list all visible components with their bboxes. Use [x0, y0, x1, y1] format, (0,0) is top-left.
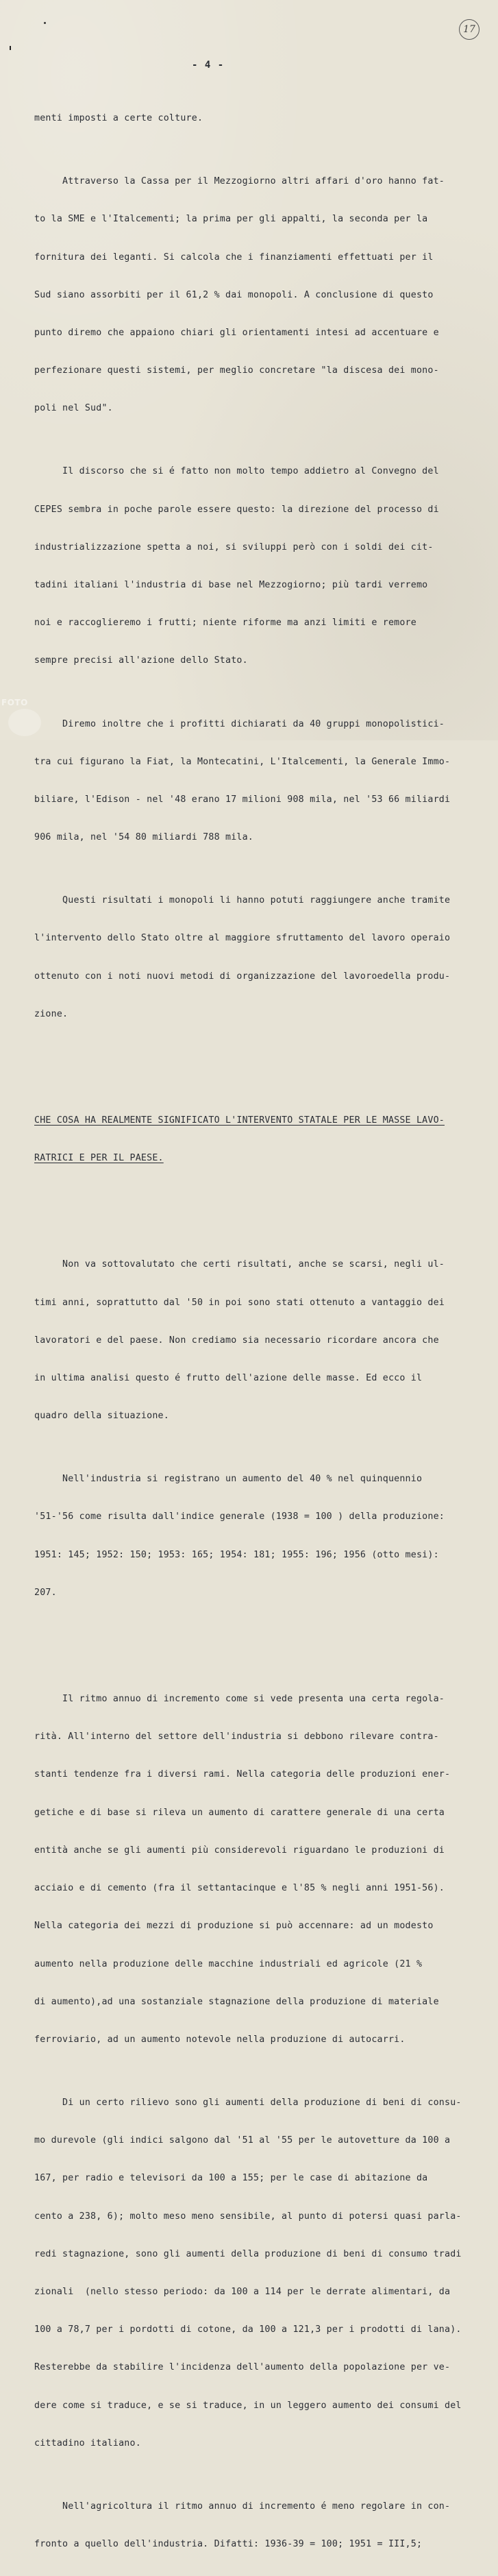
page-marker: - 4 - [192, 60, 225, 71]
paragraph-line: in ultima analisi questo é frutto dell'azione delle masse. Ed ecco il [34, 1373, 423, 1384]
paragraph-line: industrializzazione spetta a noi, si sviluppi però con i soldi dei cit- [34, 542, 434, 552]
spacer [34, 1203, 489, 1208]
paragraph-line: Diremo inoltre che i profitti dichiarati da 40 gruppi monopolistici- [34, 718, 445, 729]
paragraph-line: Il discorso che si é fatto non molto tempo addietro al Convegno del [34, 466, 439, 477]
paragraph-line: ottenuto con i noti nuovi metodi di organizzazione del lavoroedella produ- [34, 971, 451, 982]
paragraph-line: Non va sottovalutato che certi risultati, anche se scarsi, negli ul- [34, 1259, 445, 1270]
paragraph-line: noi e raccoglieremo i frutti; niente riforme ma anzi limiti e remore [34, 618, 416, 629]
paragraph-line: zionali (nello stesso periodo: da 100 a 114 per le derrate alimentari, da [34, 2286, 451, 2297]
paragraph-line: quadro della situazione. [34, 1411, 169, 1422]
ink-mark [10, 46, 11, 50]
paragraph-line: Attraverso la Cassa per il Mezzogiorno altri affari d'oro hanno fat- [34, 176, 445, 187]
paragraph-line: getiche e di base si rileva un aumento di carattere generale di una certa [34, 1807, 445, 1818]
paragraph-line: '51-'56 come risulta dall'indice generale (1938 = 100 ) della produzione: [34, 1511, 445, 1522]
paragraph-line: fornitura dei leganti. Si calcola che i finanziamenti effettuati per il [34, 252, 434, 263]
paragraph-line: cento a 238, 6); molto meso meno sensibile, al punto di potersi quasi parla- [34, 2211, 462, 2222]
section-heading: CHE COSA HA REALMENTE SIGNIFICATO L'INTERVENTO STATALE PER LE MASSE LAVO- [34, 1115, 445, 1126]
paragraph-line: tadini italiani l'industria di base nel Mezzogiorno; più tardi verremo [34, 580, 428, 591]
paragraph-line: acciaio e di cemento (fra il settantacinque e l'85 % negli anni 1951-56). [34, 1883, 445, 1894]
paragraph-line: Resterebbe da stabilire l'incidenza dell'aumento della popolazione per ve- [34, 2362, 451, 2373]
paragraph-line: Il ritmo annuo di incremento come si vede presenta una certa regola- [34, 1694, 445, 1705]
paragraph-line: menti imposti a certe colture. [34, 113, 203, 124]
paragraph-line: 906 mila, nel '54 80 miliardi 788 mila. [34, 832, 254, 843]
paragraph-line: entità anche se gli aumenti più considerevoli riguardano le produzioni di [34, 1845, 445, 1856]
paragraph-line: aumento nella produzione delle macchine industriali ed agricole (21 % [34, 1958, 423, 1969]
paragraph-line: dere come si traduce, e se si traduce, in un leggero aumento dei consumi del [34, 2400, 462, 2411]
paragraph-line: timi anni, soprattutto dal '50 in poi sono stati ottenuto a vantaggio dei [34, 1297, 445, 1308]
paragraph-line: biliare, l'Edison - nel '48 erano 17 milioni 908 mila, nel '53 66 miliardi [34, 794, 451, 805]
spacer [34, 1058, 489, 1064]
paragraph-line: stanti tendenze fra i diversi rami. Nella categoria delle produzioni ener- [34, 1769, 451, 1780]
ink-dot [44, 22, 46, 24]
paragraph-line: perfezionare questi sistemi, per meglio concretare "la discesa dei mono- [34, 365, 439, 376]
spacer [34, 1637, 489, 1642]
paragraph-line: Nella categoria dei mezzi di produzione si può accennare: ad un modesto [34, 1921, 434, 1932]
paragraph-line: 100 a 78,7 per i pordotti di cotone, da 100 a 121,3 per i prodotti di lana). [34, 2324, 462, 2335]
circled-page-number: 17 [459, 19, 480, 40]
paragraph-line: poli nel Sud". [34, 403, 113, 414]
paragraph-line: 207. [34, 1587, 57, 1598]
paragraph-line: sempre precisi all'azione dello Stato. [34, 655, 248, 666]
section-heading: RATRICI E PER IL PAESE. [34, 1153, 164, 1164]
paragraph-line: Nell'agricoltura il ritmo annuo di incremento é meno regolare in con- [34, 2501, 451, 2512]
paragraph-line: 167, per radio e televisori da 100 a 155; per le case di abitazione da [34, 2173, 428, 2184]
paragraph-line: 1951: 145; 1952: 150; 1953: 165; 1954: 181; 1955: 196; 1956 (otto mesi): [34, 1549, 439, 1560]
paragraph-line: ferroviario, ad un aumento notevole nella produzione di autocarri. [34, 2034, 406, 2045]
paragraph-line: punto diremo che appaiono chiari gli orientamenti intesi ad accentuare e [34, 328, 439, 339]
paragraph-line: CEPES sembra in poche parole essere questo: la direzione del processo di [34, 504, 439, 515]
paragraph-line: l'intervento dello Stato oltre al maggiore sfruttamento del lavoro operaio [34, 933, 451, 944]
watermark-seal [8, 709, 41, 736]
paragraph-line: fronto a quello dell'industria. Difatti: 1936-39 = 100; 1951 = III,5; [34, 2538, 423, 2549]
paragraph-line: Nell'industria si registrano un aumento del 40 % nel quinquennio [34, 1474, 423, 1485]
paragraph-line: to la SME e l'Italcementi; la prima per gli appalti, la seconda per la [34, 214, 428, 225]
watermark: FOTO [1, 698, 28, 707]
paragraph-line: cittadino italiano. [34, 2438, 141, 2449]
paragraph-line: redi stagnazione, sono gli aumenti della produzione di beni di consumo tradi [34, 2248, 462, 2259]
paragraph-line: Questi risultati i monopoli li hanno potuti raggiungere anche tramite [34, 895, 451, 906]
paragraph-line: tra cui figurano la Fiat, la Montecatini, L'Italcementi, la Generale Immo- [34, 756, 451, 767]
paragraph-line: mo durevole (gli indici salgono dal '51 al '55 per le autovetture da 100 a [34, 2135, 451, 2146]
paragraph-line: Di un certo rilievo sono gli aumenti della produzione di beni di consu- [34, 2097, 462, 2108]
document-body [34, 75, 489, 2576]
paragraph-line: Sud siano assorbiti per il 61,2 % dai monopoli. A conclusione di questo [34, 289, 434, 300]
paragraph-line: di aumento),ad una sostanziale stagnazione della produzione di materiale [34, 1996, 439, 2007]
paragraph-line: zione. [34, 1008, 69, 1019]
paragraph-line: lavoratori e del paese. Non crediamo sia necessario ricordare ancora che [34, 1335, 439, 1346]
paragraph-line: rità. All'interno del settore dell'industria si debbono rilevare contra- [34, 1731, 439, 1742]
